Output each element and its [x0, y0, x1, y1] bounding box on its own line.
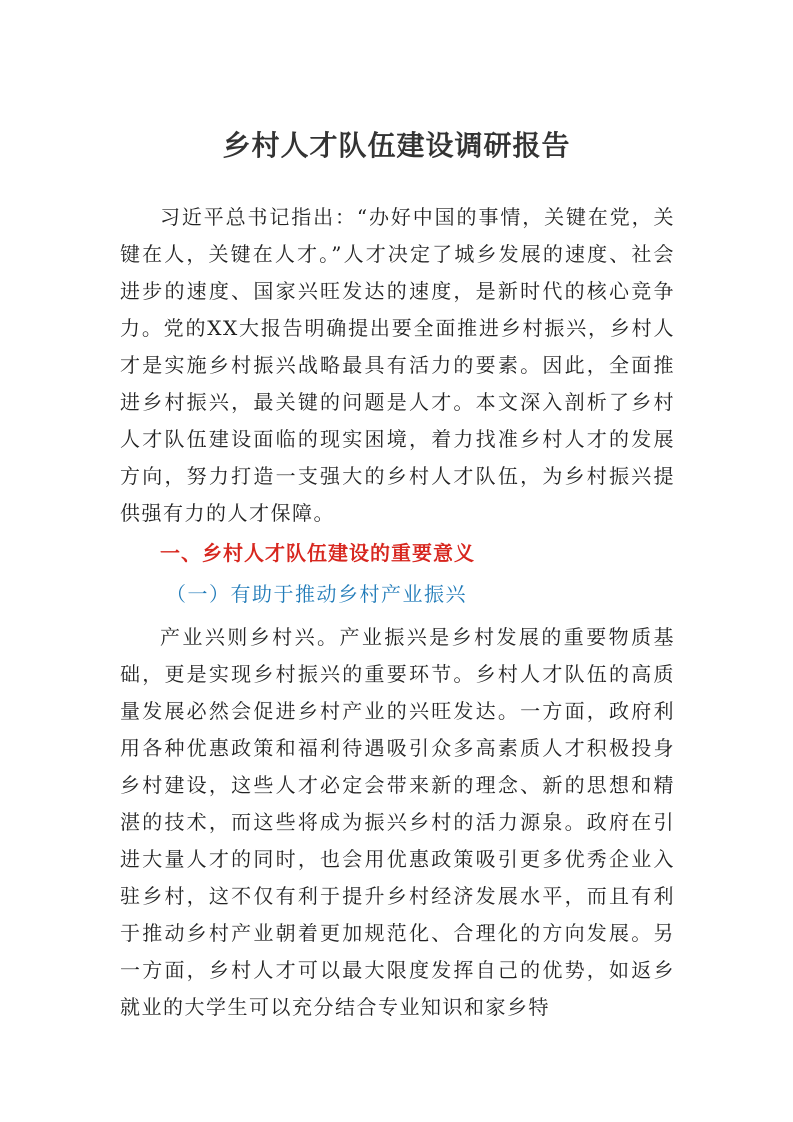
intro-paragraph	[120, 199, 675, 532]
section-heading-1: 一、乡村人才队伍建设的重要意义	[160, 541, 475, 565]
document-title: 乡村人才队伍建设调研报告	[222, 129, 571, 162]
section-paragraph	[120, 619, 675, 1026]
subsection-heading-1-1: （一）有助于推动乡村产业振兴	[166, 582, 467, 606]
section-paragraph-text: 产业兴则乡村兴。产业振兴是乡村发展的重要物质基础，更是实现乡村振兴的重要环节。乡村人才队伍的高质量发展必然会促进乡村产业的兴旺发达。一方面，政府利用各种优惠政策和福利待遇吸引众多高素质人才积极投身乡村建设，这些人才必定会带来新的理念、新的思想和精湛的技术，而这些将成为振兴乡村的活力源泉。政府在引进大量人才的同时，也会用优惠政策吸引更多优秀企业入驻乡村，这不仅有利于提升乡村经济发展水平，而且有利于推动乡村产业朝着更加规范化、合理化的方向发展。另一方面，乡村人才可以最大限度发挥自己的优势，如返乡就业的大学生可以充分结合专业知识和家乡特	[120, 625, 675, 1019]
intro-paragraph-text: 习近平总书记指出：“办好中国的事情，关键在党，关键在人，关键在人才。”人才决定了城乡发展的速度、社会进步的速度、国家兴旺发达的速度，是新时代的核心竞争力。党的XX大报告明确提出要全面推进乡村振兴，乡村人才是实施乡村振兴战略最具有活力的要素。因此，全面推进乡村振兴，最关键的问题是人才。本文深入剖析了乡村人才队伍建设面临的现实困境，着力找准乡村人才的发展方向，努力打造一支强大的乡村人才队伍，为乡村振兴提供强有力的人才保障。	[120, 205, 675, 525]
